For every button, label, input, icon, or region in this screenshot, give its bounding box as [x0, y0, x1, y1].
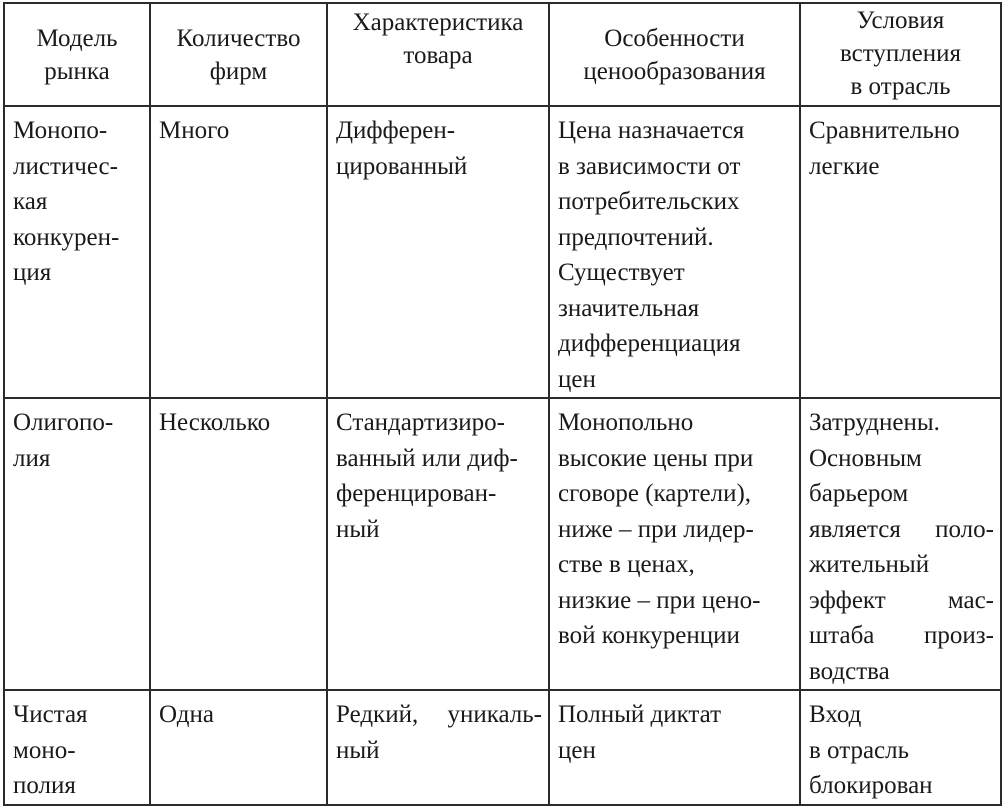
- cell-product: Стандартизиро- ванный или диф- ференцирован- ный: [327, 398, 549, 690]
- header-row: [4, 3, 1001, 106]
- cell-model: Монопо- листичес- кая конкурен- ция: [4, 106, 150, 398]
- product-line: ный: [336, 736, 380, 764]
- table-row: [4, 690, 1001, 805]
- cell-firms: Много: [150, 106, 327, 398]
- header-number-of-firms: Количество фирм: [150, 3, 327, 106]
- entry-line: барьером: [809, 480, 909, 507]
- cell-model: Олигопо- лия: [4, 398, 150, 690]
- entry-line: водства: [809, 657, 890, 685]
- header-pricing-features: Особенности ценообразования: [549, 3, 800, 106]
- cell-entry: Вход в отрасль блокирован: [800, 690, 1001, 805]
- cell-model: Чистая моно- полия: [4, 690, 150, 805]
- cell-pricing: Цена назначается в зависимости от потребительских предпочтений. Существует значительная дифференциация цен: [549, 106, 800, 398]
- cell-firms: Несколько: [150, 398, 327, 690]
- cell-firms: Одна: [150, 690, 327, 805]
- cell-product: Дифферен- цированный: [327, 106, 549, 398]
- header-market-model: Модель рынка: [4, 3, 150, 106]
- cell-entry: Сравнительно легкие: [800, 106, 1001, 398]
- cell-entry: [800, 398, 1001, 690]
- entry-line: эффект мас-: [809, 586, 994, 614]
- cell-pricing: Монопольно высокие цены при сговоре (картели), ниже – при лидер- стве в ценах, низкие – при цено- вой конкуренции: [549, 398, 800, 690]
- header-entry-conditions: Условия вступления в отрасль: [800, 3, 1001, 106]
- cell-product: [327, 690, 549, 805]
- entry-line: жительный: [809, 551, 930, 578]
- entry-line: Основным: [809, 444, 922, 472]
- entry-line: Затруднены.: [809, 409, 940, 436]
- table-row: [4, 398, 1001, 690]
- table-row: [4, 106, 1001, 398]
- product-line: Редкий, уникаль-: [336, 701, 542, 728]
- header-product-characteristic: Характеристика товара: [327, 3, 549, 106]
- entry-line: штаба произ-: [809, 622, 994, 649]
- market-models-table: [3, 2, 1002, 806]
- entry-line: является поло-: [809, 515, 994, 543]
- cell-pricing: Полный диктат цен: [549, 690, 800, 805]
